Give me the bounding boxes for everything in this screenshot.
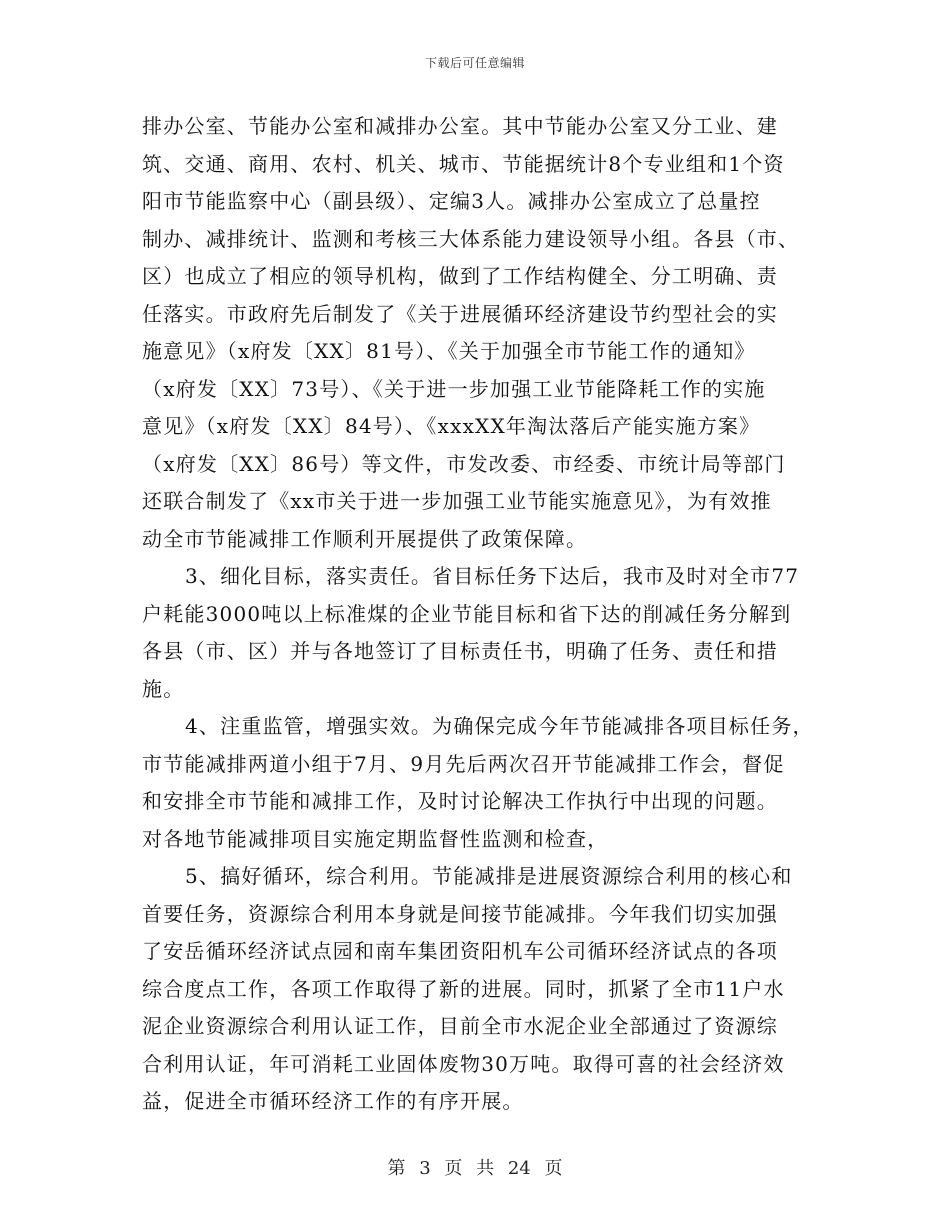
text-line: 合利用认证，年可消耗工业固体废物30万吨。取得可喜的社会经济效 <box>142 1051 785 1076</box>
text-line: 综合度点工作，各项工作取得了新的进展。同时，抓紧了全市11户水 <box>142 976 785 1001</box>
text-line: 各县（市、区）并与各地签订了目标责任书，明确了任务、责任和措 <box>142 639 778 663</box>
text-line: 区）也成立了相应的领导机构，做到了工作结构健全、分工明确、责 <box>142 264 778 288</box>
text-line: 动全市节能减排工作顺利开展提供了政策保障。 <box>142 526 588 551</box>
text-line: 户耗能3000吨以上标准煤的企业节能目标和省下达的削减任务分解到 <box>142 601 792 626</box>
text-line: 筑、交通、商用、农村、机关、城市、节能据统计8个专业组和1个资 <box>142 151 785 176</box>
text-line: 了安岳循环经济试点园和南车集团资阳机车公司循环经济试点的各项 <box>142 939 778 963</box>
text-line: 施。 <box>142 676 185 701</box>
paragraph-first-line: 4、注重监管，增强实效。为确保完成今年节能减排各项目标任务， <box>185 714 814 738</box>
page-header: 下载后可任意编辑 <box>424 56 525 70</box>
text-line: 施意见》（x府发〔XX〕81号）、《关于加强全市节能工作的通知》 <box>142 339 756 363</box>
text-line: 泥企业资源综合利用认证工作，目前全市水泥企业全部通过了资源综 <box>142 1014 778 1038</box>
text-line: 制办、减排统计、监测和考核三大体系能力建设领导小组。各县（市、 <box>142 226 800 251</box>
text-line: 任落实。市政府先后制发了《关于进展循环经济建设节约型社会的实 <box>142 301 778 326</box>
paragraph-first-line: 5、搞好循环，综合利用。节能减排是进展资源综合利用的核心和 <box>185 864 793 888</box>
document-body <box>142 108 814 1121</box>
text-line: 益，促进全市循环经济工作的有序开展。 <box>142 1089 524 1113</box>
text-line: 排办公室、节能办公室和减排办公室。其中节能办公室又分工业、建 <box>142 114 778 138</box>
text-line: 市节能减排两道小组于7月、9月先后两次召开节能减排工作会，督促 <box>142 751 785 776</box>
text-line: 意见》（x府发〔XX〕84号）、《xxxXX年淘汰落后产能实施方案》 <box>142 414 761 438</box>
text-line: 首要任务，资源综合利用本身就是间接节能减排。今年我们切实加强 <box>142 901 778 926</box>
text-line: 阳市节能监察中心（副县级）、定编3人。减排办公室成立了总量控 <box>142 189 761 213</box>
text-line: 对各地节能减排项目实施定期监督性监测和检查， <box>142 826 609 851</box>
text-line: 和安排全市节能和减排工作，及时讨论解决工作执行中出现的问题。 <box>142 789 778 813</box>
text-line: （x府发〔XX〕86号）等文件，市发改委、市经委、市统计局等部门 <box>142 451 786 476</box>
page-number: 第 3 页 共 24 页 <box>387 1158 563 1179</box>
paragraph-first-line: 3、细化目标，落实责任。省目标任务下达后，我市及时对全市77 <box>185 564 800 588</box>
text-line: （x府发〔XX〕73号）、《关于进一步加强工业节能降耗工作的实施 <box>142 376 766 401</box>
text-line: 还联合制发了《xx市关于进一步加强工业节能实施意见》，为有效推 <box>142 489 772 513</box>
